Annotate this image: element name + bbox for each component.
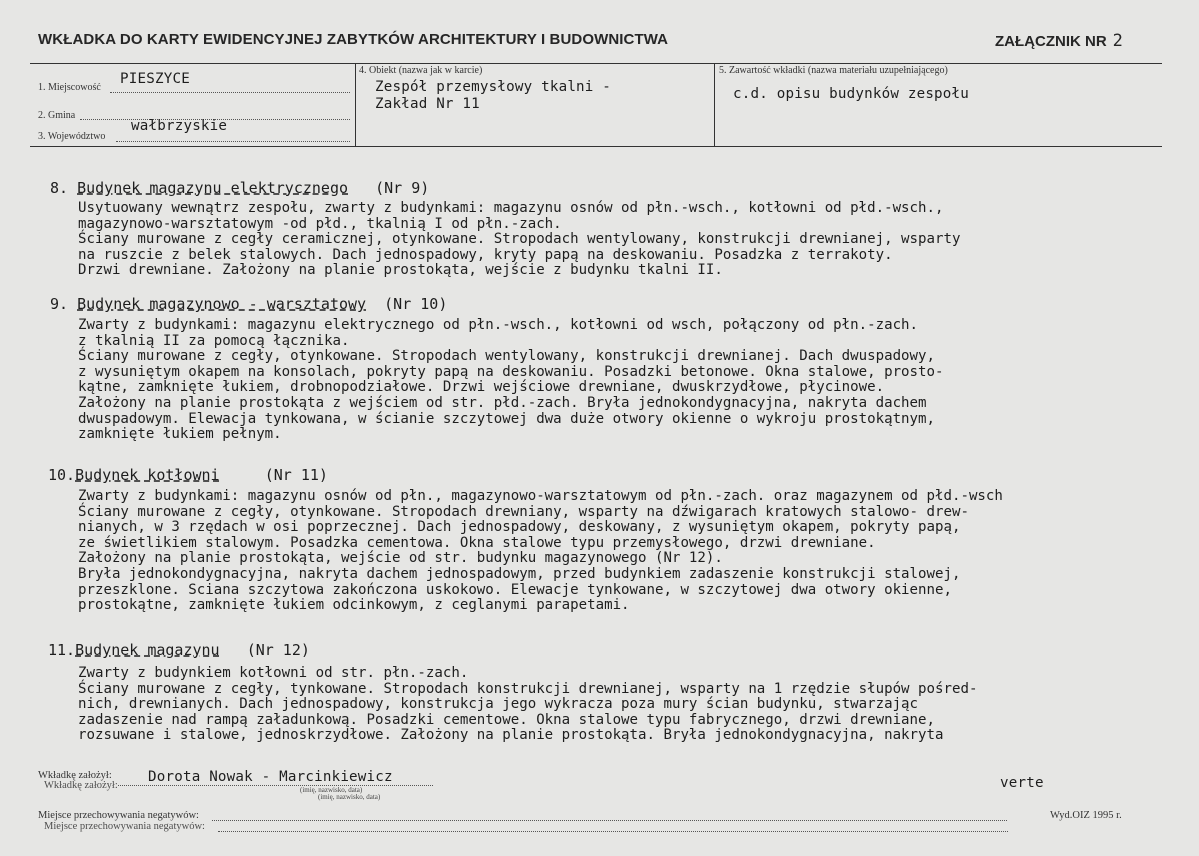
prepared-by-label-overprint: Wkładkę założył: bbox=[44, 780, 118, 791]
form-code: Wyd.OIZ 1995 r. bbox=[1050, 810, 1122, 821]
field-content-label: 5. Zawartość wkładki (nazwa materiału uzupełniającego) bbox=[719, 65, 948, 76]
text-line: z wysuniętym okapem na konsolach, pokryty papą na deskowaniu. Posadzki betonowe. Okna stalowe, prosto- bbox=[78, 363, 944, 380]
text-line: kątne, zamknięte łukiem, drobnopodziałowe. Drzwi wejściowe drewniane, dwuskrzydłowe, płycinowe. bbox=[78, 379, 885, 396]
field-object-value-line1: Zespół przemysłowy tkalni - bbox=[375, 79, 612, 95]
section-body bbox=[78, 489, 1003, 614]
form-divider-1 bbox=[355, 63, 356, 146]
name-hint-overprint: (imię, nazwisko, data) bbox=[318, 793, 381, 801]
text-line: Ściany murowane z cegły, tynkowane. Stropodach konstrukcji drewnianej, wsparty na 1 rzędzie słupów pośred- bbox=[78, 680, 978, 697]
field-locality-value: PIESZYCE bbox=[120, 71, 190, 87]
name-hint: (imię, nazwisko, data) bbox=[300, 786, 363, 794]
field-object-label: 4. Obiekt (nazwa jak w karcie) bbox=[359, 65, 483, 76]
section-heading bbox=[50, 179, 429, 197]
text-line: magazynowo-warsztatowym -od płd., tkalnią I od płn.-zach. bbox=[78, 215, 562, 232]
prepared-by-label: Wkładkę założył: bbox=[38, 770, 112, 781]
text-line: Założony na planie prostokąta z wejściem od str. płd.-zach. Bryła jednokondygnacyjna, nakryta dachem bbox=[78, 394, 927, 411]
text-line: nich, drewnianych. Dach jednospadowy, konstrukcja jego wykracza poza mury ścian budynku, stwarzając bbox=[78, 696, 919, 713]
section-title: Budynek magazynu elektrycznego bbox=[77, 179, 349, 197]
section-building-nr: (Nr 12) bbox=[246, 641, 310, 659]
text-line: z tkalnią II za pomocą łącznika. bbox=[78, 332, 350, 349]
section-body bbox=[78, 666, 977, 744]
text-line: Zwarty z budynkami: magazynu elektrycznego od płn.-wsch., kotłowni od wsch, połączony od płn.-zach. bbox=[78, 317, 919, 333]
text-line: zadaszenie nad rampą załadunkową. Posadzki cementowe. Okna stalowe typu fabrycznego, drzwi drewniane, bbox=[78, 711, 936, 728]
text-line: na ruszcie z belek stalowych. Dach jednospadowy, kryty papą na deskowaniu. Posadzka z terrakoty. bbox=[78, 246, 893, 263]
section-number: 8. bbox=[50, 179, 69, 197]
section-heading bbox=[48, 466, 328, 484]
field-commune-label: 2. Gmina bbox=[38, 110, 76, 121]
field-voivodeship-value: wałbrzyskie bbox=[131, 118, 228, 134]
text-line: Zwarty z budynkiem kotłowni od str. płn.-zach. bbox=[78, 665, 469, 681]
field-voivodeship-label: 3. Województwo bbox=[38, 131, 106, 142]
prepared-by-value: Dorota Nowak - Marcinkiewicz bbox=[148, 769, 393, 785]
form-divider-2 bbox=[714, 63, 715, 146]
text-line: Bryła jednokondygnacyjna, nakryta dachem jednospadowym, przed budynkiem zadaszenie konstrukcji stalowej, bbox=[78, 565, 961, 582]
section-number: 9. bbox=[50, 295, 69, 313]
annex-number: 2 bbox=[1112, 31, 1123, 51]
field-voivodeship-line bbox=[116, 141, 350, 142]
text-line: zamknięte łukiem pełnym. bbox=[78, 426, 282, 443]
section-building-nr: (Nr 9) bbox=[375, 179, 430, 197]
field-locality-label: 1. Miejscowość bbox=[38, 82, 101, 93]
text-line: Ściany murowane z cegły, otynkowane. Stropodach wentylowany, konstrukcji drewnianej. Dach dwuspadowy, bbox=[78, 348, 936, 365]
section-heading bbox=[50, 295, 447, 313]
text-line: dwuspadowym. Elewacja tynkowana, w ścianie szczytowej dwa duże otwory okienne o wykroju prostokątnym, bbox=[78, 410, 936, 427]
verte-text: verte bbox=[1000, 775, 1044, 791]
field-locality-line bbox=[110, 92, 350, 93]
text-line: przeszklone. Sciana szczytowa zakończona uskokowo. Elewacje tynkowane, w szczytowej dwa otwory okienne, bbox=[78, 581, 952, 598]
text-line: Drzwi drewniane. Założony na planie prostokąta, wejście z budynku tkalni II. bbox=[78, 262, 723, 279]
negatives-line bbox=[212, 820, 1007, 821]
section-body bbox=[78, 201, 960, 279]
text-line: ze świetlikiem stalowym. Posadzka cementowa. Okna stalowe typu przemysłowego, drzwi drewniane. bbox=[78, 534, 876, 551]
section-building-nr: (Nr 11) bbox=[264, 466, 328, 484]
section-title: Budynek kotłowni bbox=[75, 466, 220, 484]
form-header-box bbox=[30, 63, 1162, 147]
text-line: rozsuwane i stalowe, jednoskrzydłowe. Założony na planie prostokąta. Bryła jednokondygnacyjna, nakryta bbox=[78, 727, 944, 744]
text-line: Ściany murowane z cegły, otynkowane. Stropodach drewniany, wsparty na dźwigarach kratowych stalowo- drew- bbox=[78, 503, 969, 520]
section-body bbox=[78, 318, 944, 443]
section-title: Budynek magazynowo - warsztatowy bbox=[77, 295, 367, 313]
annex-label-text: ZAŁĄCZNIK NR bbox=[995, 33, 1107, 50]
text-line: Założony na planie prostokąta, wejście od str. budynku magazynowego (Nr 12). bbox=[78, 550, 723, 567]
text-line: nianych, w 3 rzędach w osi poprzecznej. Dach jednospadowy, deskowany, z wysuniętym okapem, pokryty papą, bbox=[78, 519, 961, 536]
annex-label bbox=[995, 31, 1123, 51]
text-line: Zwarty z budynkami: magazynu osnów od płn., magazynowo-warsztatowym od płn.-zach. oraz magazynem od płd.-wsch bbox=[78, 488, 1003, 504]
text-line: Usytuowany wewnątrz zespołu, zwarty z budynkami: magazynu osnów od płn.-wsch., kotłowni od płd.-wsch., bbox=[78, 200, 944, 216]
prepared-by-line bbox=[118, 785, 433, 786]
negatives-label: Miejsce przechowywania negatywów: bbox=[38, 810, 199, 821]
negatives-label-overprint: Miejsce przechowywania negatywów: bbox=[44, 821, 205, 832]
text-line: prostokątne, zamknięte łukiem odcinkowym, z ceglanymi parapetami. bbox=[78, 597, 630, 614]
field-object-value-line2: Zakład Nr 11 bbox=[375, 96, 480, 112]
section-building-nr: (Nr 10) bbox=[384, 295, 448, 313]
section-number: 11. bbox=[48, 641, 76, 659]
section-heading bbox=[48, 641, 310, 659]
section-number: 10. bbox=[48, 466, 76, 484]
negatives-line-2 bbox=[218, 831, 1008, 832]
field-content-value: c.d. opisu budynków zespołu bbox=[733, 86, 970, 102]
text-line: Ściany murowane z cegły ceramicznej, otynkowane. Stropodach wentylowany, konstrukcji drewnianej, wsparty bbox=[78, 231, 961, 248]
document-title: WKŁADKA DO KARTY EWIDENCYJNEJ ZABYTKÓW ARCHITEKTURY I BUDOWNICTWA bbox=[38, 31, 669, 48]
section-title: Budynek magazynu bbox=[75, 641, 220, 659]
